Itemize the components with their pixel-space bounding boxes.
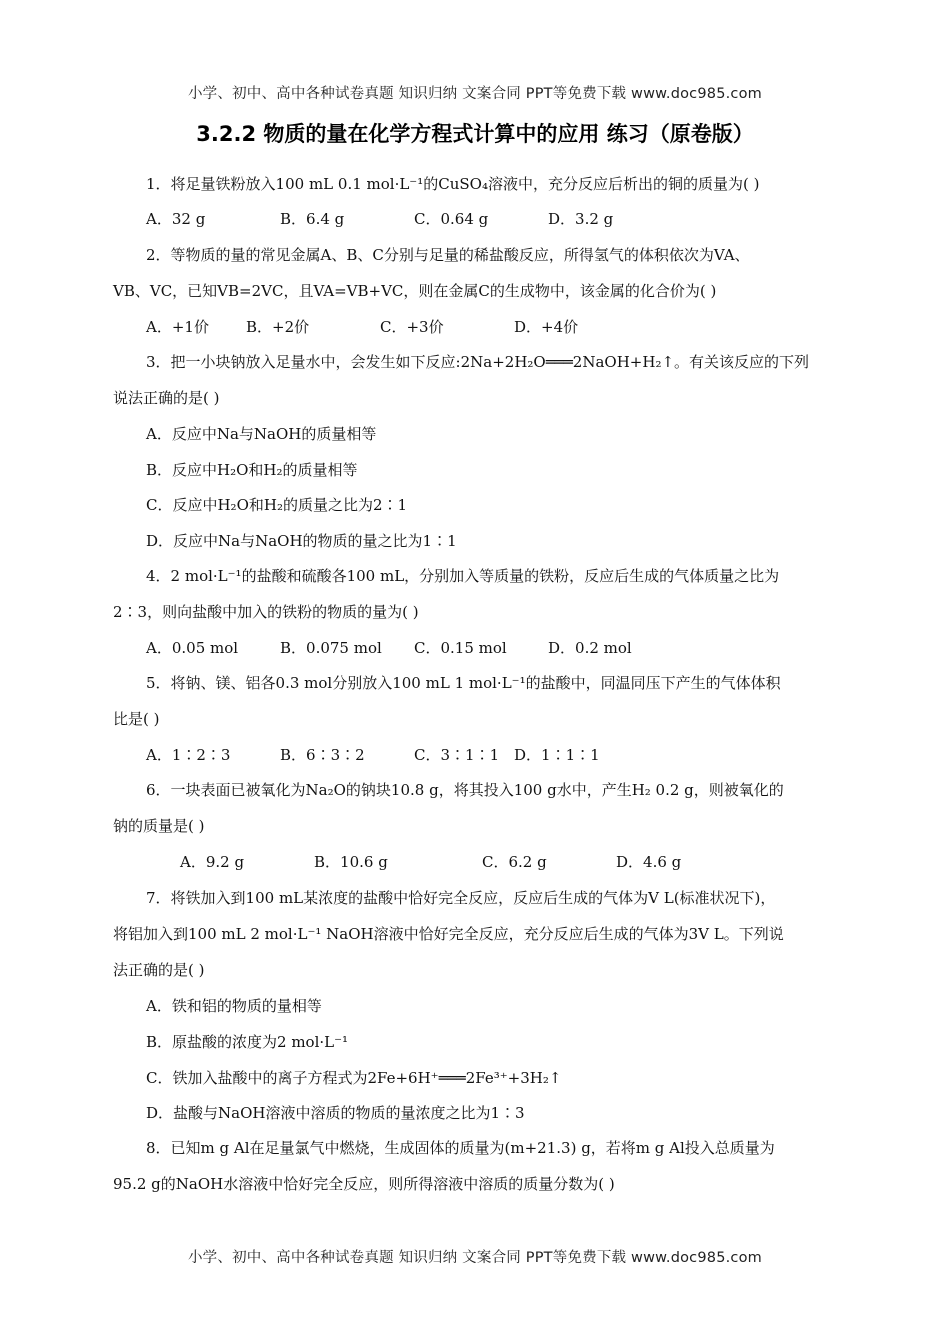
q1-option-c: C．0.64 g (414, 210, 489, 228)
q3-option-a: A．反应中Na与NaOH的质量相等 (146, 425, 377, 443)
question-8-stem-line2: 95.2 g的NaOH水溶液中恰好完全反应，则所得溶液中溶质的质量分数为( ) (113, 1175, 615, 1193)
question-3-stem-line2: 说法正确的是( ) (113, 389, 220, 407)
question-6-stem-line2: 钠的质量是( ) (113, 817, 205, 835)
q6-option-a: A．9.2 g (180, 853, 245, 871)
question-5-stem-line1: 5．将钠、镁、铝各0.3 mol分别放入100 mL 1 mol·L⁻¹的盐酸中，同温同压下产生的气体体积 (146, 674, 781, 692)
q5-option-b: B．6∶3∶2 (280, 746, 365, 764)
question-2-stem-line1: 2．等物质的量的常见金属A、B、C分别与足量的稀盐酸反应，所得氢气的体积依次为VA、 (146, 246, 750, 264)
question-2-options (0, 317, 950, 337)
question-1-stem: 1．将足量铁粉放入100 mL 0.1 mol·L⁻¹的CuSO₄溶液中，充分反应后析出的铜的质量为( ) (146, 175, 760, 193)
q2-option-a: A．+1价 (146, 318, 209, 336)
q7-option-c: C．铁加入盐酸中的离子方程式为2Fe+6H⁺═══2Fe³⁺+3H₂↑ (146, 1069, 562, 1087)
question-1-options (0, 209, 950, 229)
question-7-stem-line1: 7．将铁加入到100 mL某浓度的盐酸中恰好完全反应，反应后生成的气体为V L(标准状况下)， (146, 889, 776, 907)
q5-option-a: A．1∶2∶3 (146, 746, 231, 764)
q3-option-c: C．反应中H₂O和H₂的质量之比为2∶1 (146, 496, 408, 514)
question-6-options (0, 852, 950, 872)
question-4-stem-line2: 2∶3，则向盐酸中加入的铁粉的物质的量为( ) (113, 603, 419, 621)
q4-option-a: A．0.05 mol (146, 639, 239, 657)
question-2-stem-line2: VB、VC，已知VB=2VC，且VA=VB+VC，则在金属C的生成物中，该金属的化合价为( ) (113, 282, 717, 300)
q2-option-d: D．+4价 (514, 318, 579, 336)
q2-option-c: C．+3价 (380, 318, 444, 336)
q5-option-c: C．3∶1∶1 (414, 746, 500, 764)
page-footer: 小学、初中、高中各种试卷真题 知识归纳 文案合同 PPT等免费下载 www.doc985.com (187, 1250, 763, 1266)
question-4-stem-line1: 4．2 mol·L⁻¹的盐酸和硫酸各100 mL，分别加入等质量的铁粉，反应后生成的气体质量之比为 (146, 567, 780, 585)
q1-option-a: A．32 g (146, 210, 206, 228)
question-6-stem-line1: 6．一块表面已被氧化为Na₂O的钠块10.8 g，将其投入100 g水中，产生H₂ 0.2 g，则被氧化的 (146, 781, 784, 799)
q6-option-d: D．4.6 g (616, 853, 682, 871)
q3-option-b: B．反应中H₂O和H₂的质量相等 (146, 461, 358, 479)
question-5-options (0, 745, 950, 765)
question-8-stem-line1: 8．已知m g Al在足量氯气中燃烧，生成固体的质量为(m+21.3) g，若将m g Al投入总质量为 (146, 1139, 775, 1157)
q7-option-a: A．铁和铝的物质的量相等 (146, 997, 322, 1015)
q7-option-b: B．原盐酸的浓度为2 mol·L⁻¹ (146, 1033, 349, 1051)
question-5-stem-line2: 比是( ) (113, 710, 160, 728)
q4-option-c: C．0.15 mol (414, 639, 507, 657)
q3-option-d: D．反应中Na与NaOH的物质的量之比为1∶1 (146, 532, 457, 550)
q5-option-d: D．1∶1∶1 (514, 746, 600, 764)
q6-option-c: C．6.2 g (482, 853, 547, 871)
page-header: 小学、初中、高中各种试卷真题 知识归纳 文案合同 PPT等免费下载 www.doc985.com (187, 86, 763, 102)
q2-option-b: B．+2价 (246, 318, 310, 336)
q4-option-d: D．0.2 mol (548, 639, 632, 657)
q1-option-b: B．6.4 g (280, 210, 345, 228)
q1-option-d: D．3.2 g (548, 210, 614, 228)
q7-option-d: D．盐酸与NaOH溶液中溶质的物质的量浓度之比为1∶3 (146, 1104, 525, 1122)
q4-option-b: B．0.075 mol (280, 639, 382, 657)
page-title: 3.2.2 物质的量在化学方程式计算中的应用 练习（原卷版） (196, 122, 754, 146)
question-4-options (0, 638, 950, 658)
question-7-stem-line2: 将铝加入到100 mL 2 mol·L⁻¹ NaOH溶液中恰好完全反应，充分反应后生成的气体为3V L。下列说 (113, 925, 784, 943)
question-3-stem-line1: 3．把一小块钠放入足量水中，会发生如下反应:2Na+2H₂O═══2NaOH+H₂↑。有关该反应的下列 (146, 353, 810, 371)
q6-option-b: B．10.6 g (314, 853, 388, 871)
question-7-stem-line3: 法正确的是( ) (113, 961, 205, 979)
